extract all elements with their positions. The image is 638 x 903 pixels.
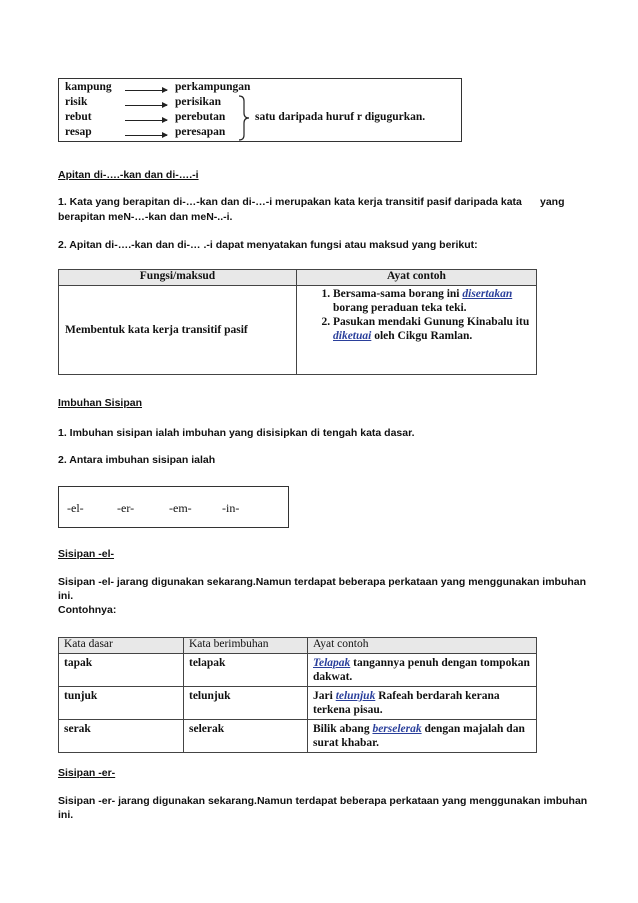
sisipan-item: -er- [117, 501, 135, 515]
sisipan-item: -el- [67, 501, 84, 515]
list-item [333, 287, 530, 315]
contoh-label: Contohnya: [58, 604, 117, 616]
dasar-cell: tunjuk [59, 687, 184, 720]
curly-brace-icon [237, 95, 251, 141]
section-title-apitan: Apitan di-….-kan dan di-….-i [58, 169, 199, 181]
base-word: risik [65, 96, 88, 108]
table-header: Fungsi/maksud [59, 270, 297, 286]
section-title-el: Sisipan -el- [58, 548, 115, 560]
derived-word: perkampungan [175, 81, 251, 93]
affix-diagram [58, 78, 462, 142]
table-header: Kata dasar [59, 638, 184, 654]
imbuhan-cell: telapak [184, 654, 308, 687]
imbuhan-cell: telunjuk [184, 687, 308, 720]
example-text: borang peraduan teka teki. [333, 302, 467, 314]
example-text: Jari [313, 690, 333, 702]
base-word: rebut [65, 111, 92, 123]
er-desc-cont: ini. [58, 809, 74, 821]
base-word: resap [65, 126, 92, 138]
sisipan-point-2: 2. Antara imbuhan sisipan ialah [58, 454, 216, 466]
base-word: kampung [65, 81, 112, 93]
derived-word: peresapan [175, 126, 226, 138]
section-title-sisipan: Imbuhan Sisipan [58, 397, 143, 409]
table-header: Ayat contoh [308, 638, 537, 654]
list-item [333, 315, 530, 343]
apitan-point-2: 2. Apitan di-….-kan dan di-… .-i dapat menyatakan fungsi atau maksud yang berikut: [58, 239, 478, 251]
sisipan-item: -in- [222, 501, 240, 515]
dasar-cell: tapak [59, 654, 184, 687]
right-arrow-icon [125, 105, 167, 106]
example-text: tangannya penuh dengan tompokan dakwat. [313, 657, 530, 683]
right-arrow-icon [125, 120, 167, 121]
highlight-word: diketuai [333, 330, 372, 342]
right-arrow-icon [125, 90, 167, 91]
er-desc: Sisipan -er- jarang digunakan sekarang.Namun terdapat beberapa perkataan yang menggunakan imbuhan [58, 795, 588, 807]
example-text: Pasukan mendaki Gunung Kinabalu itu [333, 316, 530, 328]
el-examples-table [58, 637, 537, 753]
sisipan-list-box [58, 486, 289, 528]
example-text: Bersama-sama borang ini [333, 288, 460, 300]
dasar-cell: serak [59, 720, 184, 753]
highlight-word: Telapak [313, 657, 351, 669]
apitan-point-1-cont: berapitan meN-…-kan dan meN-..-i. [58, 211, 233, 223]
sisipan-point-1: 1. Imbuhan sisipan ialah imbuhan yang disisipkan di tengah kata dasar. [58, 427, 415, 439]
section-title-er: Sisipan -er- [58, 767, 116, 779]
example-cell [297, 286, 537, 375]
el-desc: Sisipan -el- jarang digunakan sekarang.Namun terdapat beberapa perkataan yang menggunakan imbuhan [58, 576, 587, 588]
derived-word: perebutan [175, 111, 226, 123]
fungsi-text: Membentuk kata kerja transitif pasif [65, 324, 248, 336]
ayat-cell [308, 687, 537, 720]
apitan-point-1: 1. Kata yang berapitan di-…-kan dan di-…-i merupakan kata kerja transitif pasif daripada kata [58, 196, 522, 208]
sisipan-item: -em- [169, 501, 192, 515]
apitan-point-1-end: yang [540, 196, 565, 208]
example-text: dengan majalah dan surat khabar. [313, 723, 525, 749]
highlight-word: telunjuk [335, 690, 376, 702]
example-text: Rafeah berdarah kerana terkena pisau. [313, 690, 500, 716]
table-header: Kata berimbuhan [184, 638, 308, 654]
table-row [59, 687, 537, 720]
highlight-word: berselerak [372, 723, 422, 735]
fungsi-cell [59, 286, 297, 375]
highlight-word: disertakan [462, 288, 513, 300]
el-desc-cont: ini. [58, 590, 74, 602]
right-arrow-icon [125, 135, 167, 136]
brace-note: satu daripada huruf r digugurkan. [255, 111, 426, 123]
derived-word: perisikan [175, 96, 222, 108]
fungsi-table [58, 269, 537, 375]
table-row [59, 654, 537, 687]
ayat-cell [308, 654, 537, 687]
ayat-cell [308, 720, 537, 753]
example-text: oleh Cikgu Ramlan. [374, 330, 473, 342]
table-header: Ayat contoh [297, 270, 537, 286]
table-row [59, 720, 537, 753]
example-text: Bilik abang [313, 723, 370, 735]
imbuhan-cell: selerak [184, 720, 308, 753]
